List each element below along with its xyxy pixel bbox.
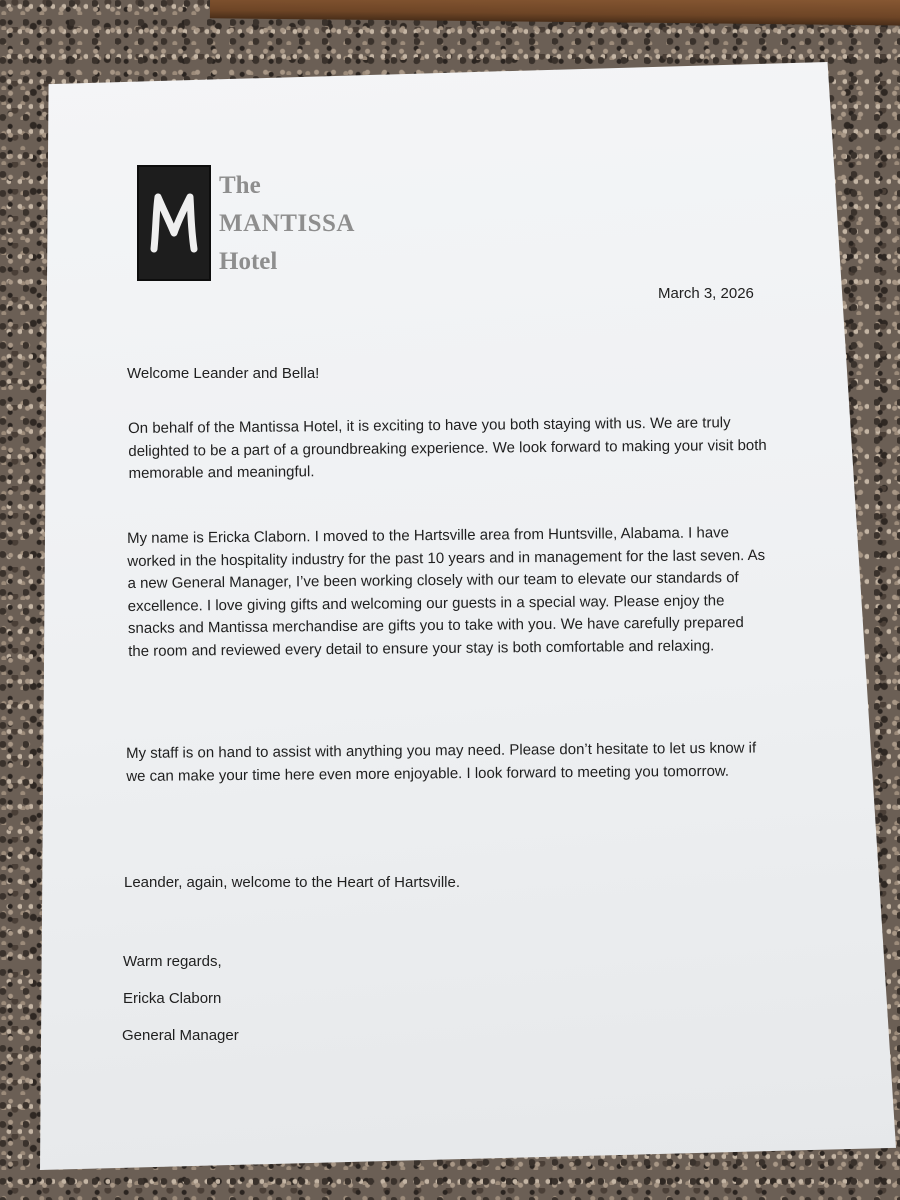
logo-line-mantissa: MANTISSA (219, 210, 355, 237)
paragraph-assistance: My staff is on hand to assist with anything you may need. Please don’t hesitate to let us know if we can make your time here even more enjoyable. I look forward to meeting you tomorrow. (126, 739, 757, 785)
letter-date: March 3, 2026 (658, 285, 754, 302)
hotel-logo (137, 165, 355, 281)
signer-title: General Manager (122, 1027, 239, 1044)
logo-line-hotel: Hotel (219, 248, 278, 275)
logo-wordmark (219, 167, 355, 281)
m-letter-icon (144, 183, 204, 263)
greeting: Welcome Leander and Bella! (127, 365, 320, 382)
signer-name: Ericka Claborn (123, 990, 222, 1007)
closing-line: Leander, again, welcome to the Heart of Hartsville. (124, 874, 461, 891)
logo-line-the: The (219, 172, 261, 199)
paragraph-introduction: My name is Ericka Claborn. I moved to the Hartsville area from Huntsville, Alabama. I have worked in the hospitality industry for the past 10 years and in management for the last seven. As a new General Manager, I’ve been working closely with our team to elevate our standards of excellence. I love giving gifts and welcoming our guests in a special way. Please enjoy the snacks and Mantissa merchandise are gifts you to take with you. We have carefully prepared the room and reviewed every detail to ensure your stay is both comfortable and relaxing. (127, 524, 766, 660)
table-wood-edge (210, 0, 900, 26)
paragraph-welcome: On behalf of the Mantissa Hotel, it is exciting to have you both staying with us. We are truly delighted to be a part of a groundbreaking experience. We look forward to making your visit both memorable and meaningful. (128, 414, 767, 482)
logo-monogram (137, 165, 211, 281)
signoff: Warm regards, (123, 953, 222, 970)
